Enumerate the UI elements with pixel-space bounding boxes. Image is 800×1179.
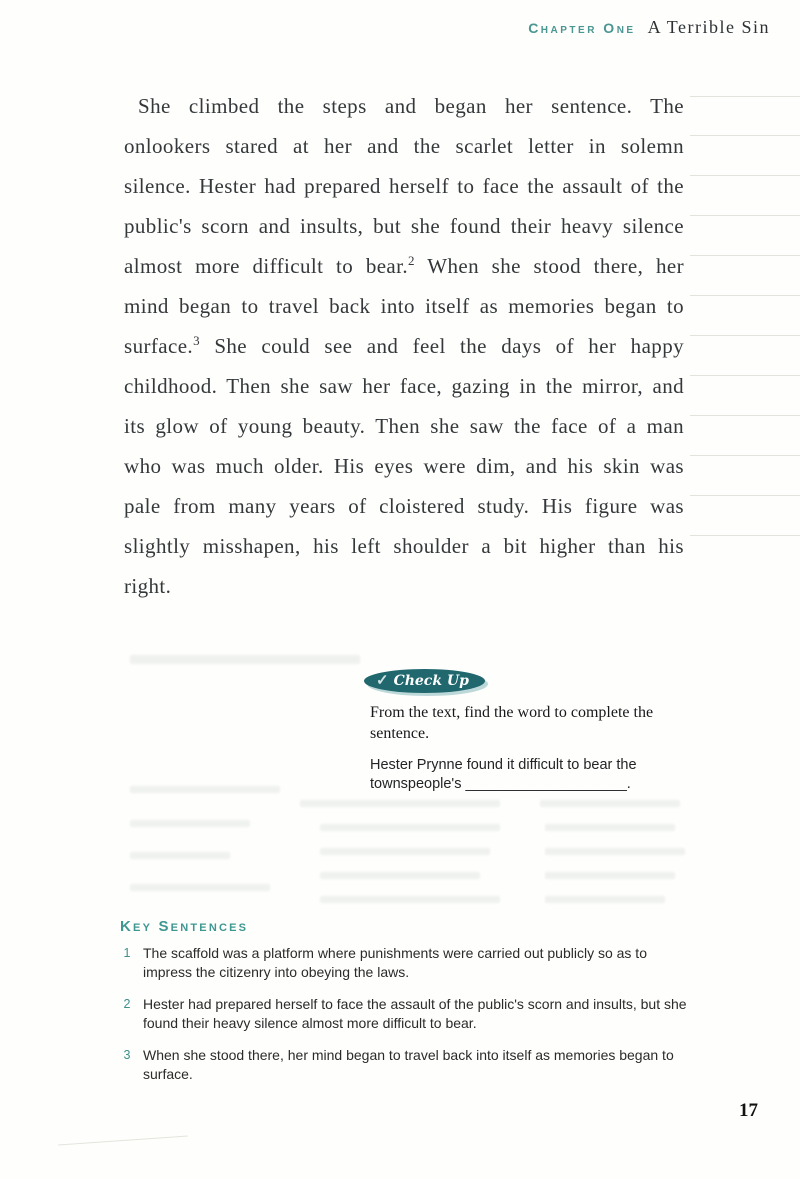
margin-rule-line <box>690 215 800 216</box>
checkup-question: Hester Prynne found it difficult to bear the townspeople's ____________________. <box>370 757 637 792</box>
showthrough-artifact <box>300 800 500 807</box>
margin-rule-line <box>690 375 800 376</box>
showthrough-artifact <box>130 655 360 664</box>
showthrough-artifact <box>545 824 675 831</box>
checkup-badge <box>364 669 485 693</box>
page-header <box>528 17 770 38</box>
margin-rule-line <box>690 415 800 416</box>
margin-rule-line <box>690 535 800 536</box>
showthrough-artifact <box>130 820 250 827</box>
key-sentences-heading: Key Sentences <box>120 918 249 935</box>
key-sentence-item <box>120 944 698 982</box>
scan-fold-artifact <box>58 1135 188 1145</box>
key-sentence-text: The scaffold was a platform where punishments were carried out publicly so as to impress the citizenry into obeying the laws. <box>143 945 647 980</box>
key-sentence-number: 2 <box>123 997 131 1011</box>
showthrough-artifact <box>130 884 270 891</box>
margin-rule-line <box>690 335 800 336</box>
checkup-badge-label: Check Up <box>393 673 469 689</box>
margin-rule-line <box>690 455 800 456</box>
showthrough-artifact <box>320 824 500 831</box>
margin-rule-line <box>690 175 800 176</box>
key-sentence-text: Hester had prepared herself to face the assault of the public's scorn and insults, but she found their heavy silence almost more difficult to bear. <box>143 996 687 1031</box>
margin-rule-line <box>690 255 800 256</box>
page-number: 17 <box>739 1100 758 1121</box>
checkup-badge-shape <box>364 669 485 693</box>
showthrough-artifact <box>545 872 675 879</box>
showthrough-artifact <box>545 848 685 855</box>
body-paragraph: She climbed the steps and began her sentence. The onlookers stared at her and the scarlet letter in solemn silence. Hester had prepared herself to face the assault of the public's scorn and insults, but she found their heavy silence almost more difficult to bear.$^2$ When she stood there, her mind began to travel back into itself as memories began to surface.$^3$ She could see and feel the days of her happy childhood. Then she saw her face, gazing in the mirror, and its glow of young beauty. Then she saw the face of a man who was much older. His eyes were dim, and his skin was pale from many years of cloistered study. His figure was slightly misshapen, his left shoulder a bit higher than his right. <box>124 94 684 598</box>
showthrough-artifact <box>320 896 500 903</box>
check-icon: ✓ <box>376 671 389 689</box>
key-sentence-number: 3 <box>123 1048 131 1062</box>
showthrough-artifact <box>130 786 280 793</box>
chapter-label: Chapter One <box>528 20 636 36</box>
margin-rule-line <box>690 135 800 136</box>
key-sentences-list <box>120 944 698 1097</box>
checkup-instruction: From the text, find the word to complete the sentence. <box>370 704 654 742</box>
showthrough-artifact <box>545 896 665 903</box>
chapter-title: A Terrible Sin <box>647 17 770 37</box>
key-sentence-text: When she stood there, her mind began to travel back into itself as memories began to surface. <box>143 1047 674 1082</box>
key-sentence-item <box>120 1046 698 1084</box>
showthrough-artifact <box>130 852 230 859</box>
margin-rule-line <box>690 295 800 296</box>
key-sentence-number: 1 <box>123 946 131 960</box>
margin-rule-line <box>690 96 800 97</box>
showthrough-artifact <box>540 800 680 807</box>
showthrough-artifact <box>320 848 490 855</box>
showthrough-artifact <box>320 872 480 879</box>
margin-rule-line <box>690 495 800 496</box>
key-sentence-item <box>120 995 698 1033</box>
